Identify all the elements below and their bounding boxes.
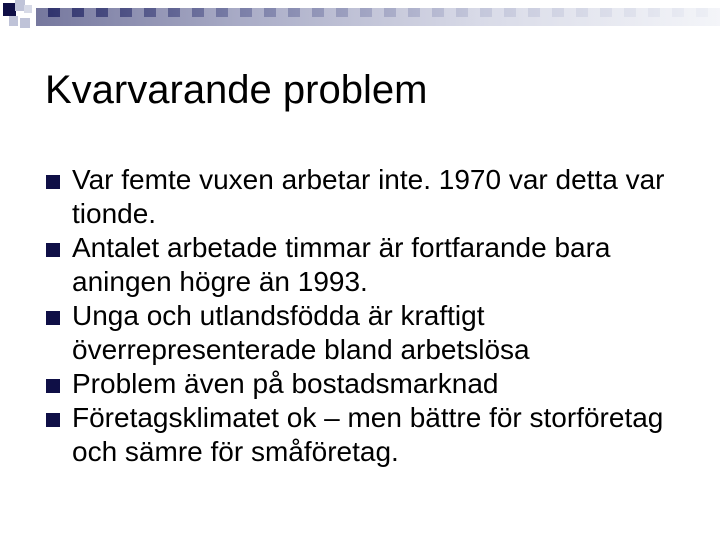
bullet-item (58, 163, 708, 231)
slide-title: Kvarvarande problem (45, 68, 428, 112)
bullet-list (58, 163, 708, 469)
bullet-item (58, 231, 708, 299)
bullet-text: Företagsklimatet ok – men bättre för storföretag och sämre för småföretag. (72, 402, 664, 467)
header-gradient-strip (36, 8, 720, 26)
bullet-text: Antalet arbetade timmar är fortfarande bara aningen högre än 1993. (72, 232, 611, 297)
bullet-text: Unga och utlandsfödda är kraftigt överrepresenterade bland arbetslösa (72, 300, 530, 365)
decorative-square (9, 16, 18, 26)
bullet-item (58, 401, 708, 469)
square-bullet-icon (46, 379, 60, 393)
square-bullet-icon (46, 413, 60, 427)
square-bullet-icon (46, 243, 60, 257)
bullet-text: Problem även på bostadsmarknad (72, 368, 499, 399)
bullet-item (58, 299, 708, 367)
decorative-square (20, 18, 30, 28)
decorative-square (24, 5, 32, 13)
bullet-item (58, 367, 708, 401)
square-bullet-icon (46, 311, 60, 325)
square-bullet-icon (46, 175, 60, 189)
bullet-text: Var femte vuxen arbetar inte. 1970 var detta var tionde. (72, 164, 665, 229)
